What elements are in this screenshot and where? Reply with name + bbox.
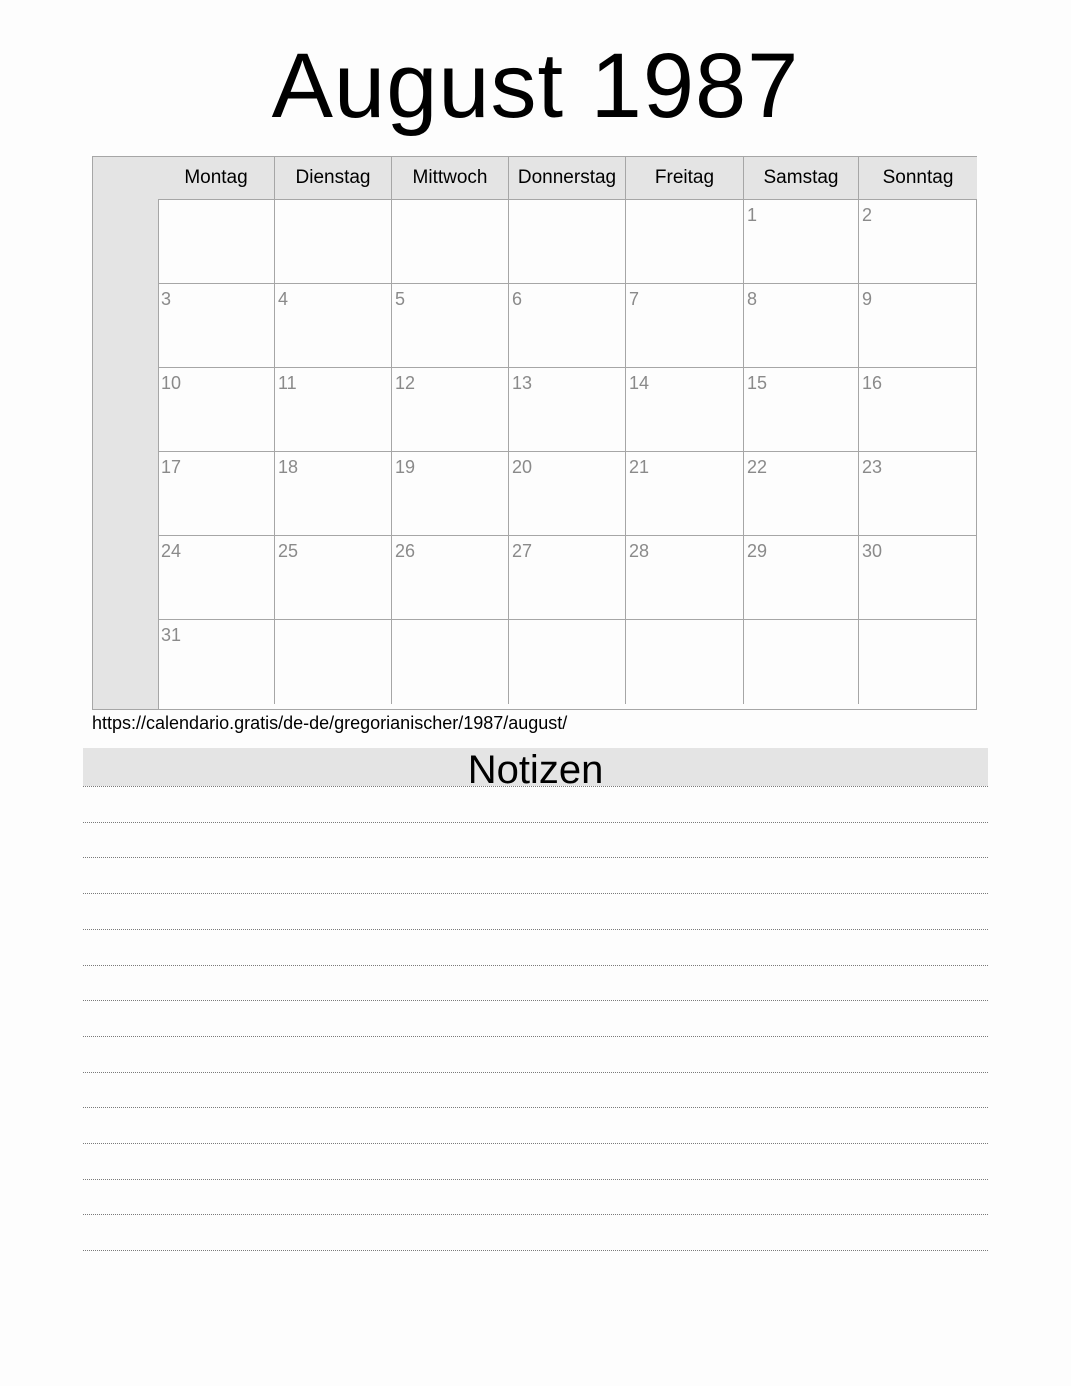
day-cell: 14: [626, 368, 744, 452]
day-cell: [509, 620, 626, 704]
day-cell: 15: [744, 368, 859, 452]
day-cell: 29: [744, 536, 859, 620]
day-cell: 22: [744, 452, 859, 536]
day-cell: 21: [626, 452, 744, 536]
day-cell: [158, 200, 275, 284]
note-line: [83, 1214, 988, 1215]
day-cell: 23: [859, 452, 977, 536]
day-cell: [392, 620, 509, 704]
note-line: [83, 1143, 988, 1144]
weekday-header: Sonntag: [859, 157, 977, 200]
note-line: [83, 786, 988, 787]
day-cell: 11: [275, 368, 392, 452]
day-cell: 1: [744, 200, 859, 284]
day-cell: 31: [158, 620, 275, 704]
weekday-header: Montag: [158, 157, 275, 200]
day-cell: [744, 620, 859, 704]
day-cell: [626, 620, 744, 704]
note-line: [83, 1250, 988, 1251]
note-line: [83, 893, 988, 894]
day-cell: [509, 200, 626, 284]
weekday-header: Samstag: [744, 157, 859, 200]
note-line: [83, 1179, 988, 1180]
day-cell: 27: [509, 536, 626, 620]
day-cell: 20: [509, 452, 626, 536]
day-cell: 3: [158, 284, 275, 368]
day-cell: 7: [626, 284, 744, 368]
note-line: [83, 822, 988, 823]
day-cell: 30: [859, 536, 977, 620]
day-cell: 9: [859, 284, 977, 368]
day-cell: 19: [392, 452, 509, 536]
day-cell: [275, 620, 392, 704]
day-cell: [626, 200, 744, 284]
day-cell: 17: [158, 452, 275, 536]
calendar-body: [158, 157, 976, 709]
weekday-header: Mittwoch: [392, 157, 509, 200]
note-line: [83, 1036, 988, 1037]
note-line: [83, 1000, 988, 1001]
weekday-header: Donnerstag: [509, 157, 626, 200]
day-cell: 4: [275, 284, 392, 368]
day-cell: 5: [392, 284, 509, 368]
source-link[interactable]: https://calendario.gratis/de-de/gregorianischer/1987/august/: [92, 713, 568, 733]
day-cell: 12: [392, 368, 509, 452]
note-line: [83, 965, 988, 966]
weekday-header: Freitag: [626, 157, 744, 200]
note-line: [83, 929, 988, 930]
page-title: August 1987: [271, 35, 800, 137]
day-cell: [275, 200, 392, 284]
week-number-column: [93, 157, 159, 709]
day-cell: 25: [275, 536, 392, 620]
calendar-grid: [92, 156, 977, 710]
day-cell: 8: [744, 284, 859, 368]
day-cell: 2: [859, 200, 977, 284]
weekday-header: Dienstag: [275, 157, 392, 200]
note-line: [83, 857, 988, 858]
day-cell: [392, 200, 509, 284]
day-cell: 26: [392, 536, 509, 620]
day-cell: 24: [158, 536, 275, 620]
note-line: [83, 1072, 988, 1073]
day-cell: [859, 620, 977, 704]
day-cell: 10: [158, 368, 275, 452]
day-cell: 6: [509, 284, 626, 368]
day-cell: 28: [626, 536, 744, 620]
day-cell: 13: [509, 368, 626, 452]
note-line: [83, 1107, 988, 1108]
day-cell: 16: [859, 368, 977, 452]
day-cell: 18: [275, 452, 392, 536]
notes-header: Notizen: [83, 748, 988, 786]
